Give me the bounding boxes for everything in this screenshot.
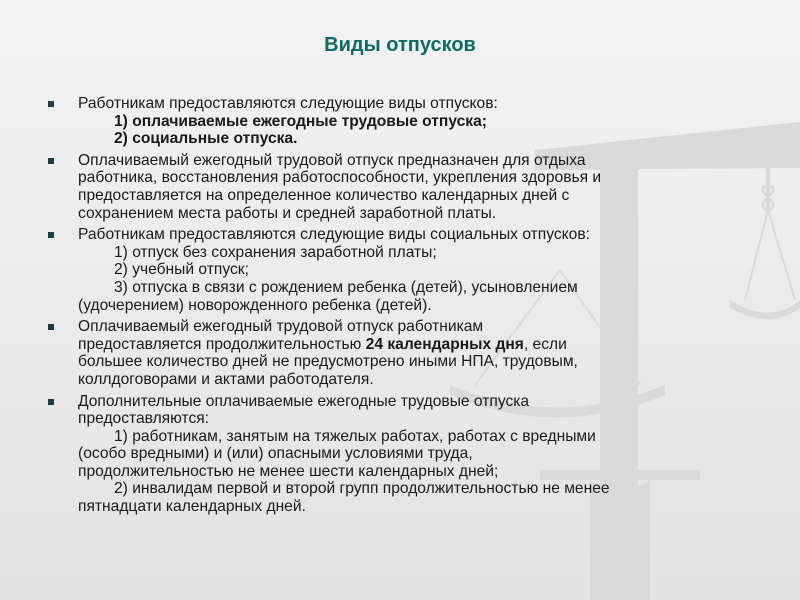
bullet-subitem: 2) учебный отпуск;: [114, 261, 249, 279]
bullet-text: коллдоговорами и актами работодателя.: [78, 370, 374, 388]
bullet-text-line: [78, 336, 766, 354]
bullet-marker-icon: [48, 399, 54, 405]
bullet-text: большее количество дней не предусмотрено иными НПА, трудовым,: [78, 353, 578, 371]
bullet-text: работника, восстановления работоспособности, укрепления здоровья и: [78, 169, 602, 187]
bullet-marker-icon: [48, 324, 54, 330]
bullet-marker-icon: [48, 232, 54, 238]
bullet-item-annual-leave-purpose: [48, 152, 766, 222]
bullet-text: предоставляется на определенное количество календарных дней с: [78, 186, 570, 204]
bullet-item-additional-leave: [48, 393, 766, 516]
bullet-subitem: 3) отпуска в связи с рождением ребенка (детей), усыновлением: [114, 278, 578, 296]
duration-highlight: 24 календарных дня: [365, 335, 524, 353]
bullet-text: (особо вредными) и (или) опасными условиями труда,: [78, 445, 473, 463]
bullet-text: (удочерением) новорожденного ребенка (детей).: [78, 296, 432, 314]
bullet-text: Оплачиваемый ежегодный трудовой отпуск работникам: [78, 318, 484, 336]
bullet-subitem: 1) оплачиваемые ежегодные трудовые отпуска;: [114, 112, 487, 130]
bullet-text: Работникам предоставляются следующие виды социальных отпусков:: [78, 226, 590, 244]
bullet-text: продолжительностью не менее шести календарных дней;: [78, 462, 499, 480]
bullet-list: [48, 95, 766, 516]
bullet-marker-icon: [48, 158, 54, 164]
bullet-text: сохранением места работы и средней заработной платы.: [78, 204, 497, 222]
bullet-item-annual-leave-duration: [48, 318, 766, 388]
bullet-item-social-leave-types: [48, 226, 766, 314]
bullet-subitem: 1) работникам, занятым на тяжелых работах, работах с вредными: [114, 427, 596, 445]
bullet-text: , если: [523, 335, 567, 353]
bullet-marker-icon: [48, 101, 54, 107]
bullet-subitem: 1) отпуск без сохранения заработной платы;: [114, 243, 437, 261]
bullet-text: Оплачиваемый ежегодный трудовой отпуск предназначен для отдыха: [78, 151, 586, 169]
page-title: Виды отпусков: [324, 34, 476, 56]
bullet-text: пятнадцати календарных дней.: [78, 498, 306, 516]
bullet-subitem: 2) социальные отпуска.: [114, 130, 298, 148]
bullet-text: предоставляется продолжительностью: [78, 335, 362, 353]
bullet-text: Дополнительные оплачиваемые ежегодные трудовые отпуска: [78, 392, 530, 410]
bullet-item-vacation-types: [48, 95, 766, 148]
bullet-text: Работникам предоставляются следующие виды отпусков:: [78, 95, 498, 112]
bullet-subitem: 2) инвалидам первой и второй групп продолжительностью не менее: [114, 480, 610, 498]
bullet-text: предоставляются:: [78, 410, 210, 428]
